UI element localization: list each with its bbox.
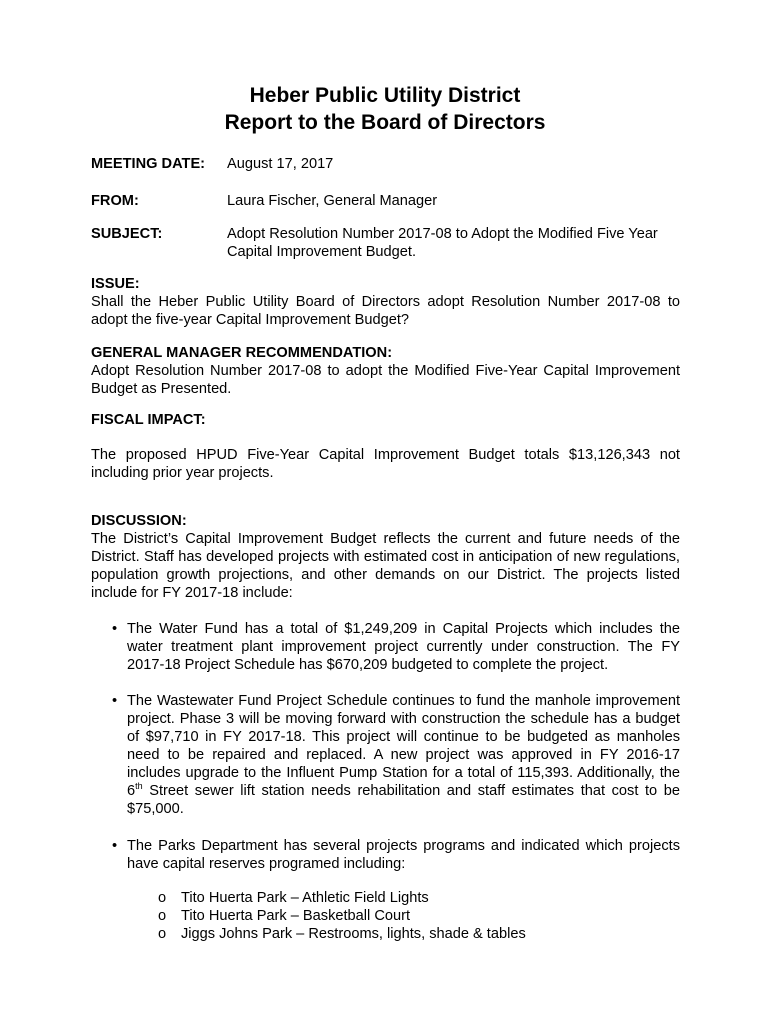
- fiscal-impact-section: [91, 411, 680, 482]
- issue-heading: ISSUE:: [91, 276, 140, 292]
- bullet-symbol: •: [112, 621, 118, 637]
- parks-item-restrooms: Jiggs Johns Park – Restrooms, lights, shade & tables: [181, 926, 526, 942]
- document-subtitle: Report to the Board of Directors: [224, 111, 546, 134]
- from-value: Laura Fischer, General Manager: [227, 193, 438, 209]
- subject-value: Adopt Resolution Number 2017-08 to Adopt the Modified Five Year Capital Improvement Budget.: [227, 226, 658, 260]
- recommendation-section: [91, 344, 680, 398]
- fiscal-impact-text: The proposed HPUD Five-Year Capital Improvement Budget totals $13,126,343 not including prior year projects.: [91, 447, 680, 481]
- discussion-section: [91, 512, 680, 602]
- water-fund-bullet: [112, 620, 680, 674]
- sub-bullet-symbol: o: [158, 890, 167, 906]
- issue-section: [91, 275, 680, 329]
- discussion-text: The District’s Capital Improvement Budget reflects the current and future needs of the District. Staff has developed projects with estimated cost in anticipation of new regulations, population growth projections, and other demands on our District. The projects listed include for FY 2017-18 include:: [91, 531, 680, 601]
- document-title: Heber Public Utility District: [249, 84, 521, 107]
- parks-department-text: The Parks Department has several projects programs and indicated which projects have capital reserves programed including:: [127, 838, 680, 872]
- subject-label: SUBJECT:: [91, 226, 163, 242]
- from-label: FROM:: [91, 193, 139, 209]
- meeting-date-label: MEETING DATE:: [91, 156, 206, 172]
- fiscal-impact-heading: FISCAL IMPACT:: [91, 412, 206, 428]
- meeting-date-value: August 17, 2017: [227, 156, 334, 172]
- wastewater-text-part2: Street sewer lift station needs rehabilitation and staff estimates that cost to be $75,000.: [127, 783, 680, 817]
- ordinal-suffix: th: [135, 781, 143, 792]
- parks-department-bullet: [112, 837, 680, 873]
- discussion-heading: DISCUSSION:: [91, 513, 187, 529]
- wastewater-fund-bullet: [112, 692, 680, 818]
- wastewater-fund-text: [127, 692, 680, 818]
- recommendation-text: Adopt Resolution Number 2017-08 to adopt the Modified Five-Year Capital Improvement Budget as Presented.: [91, 363, 680, 397]
- bullet-symbol: •: [112, 838, 118, 854]
- sub-bullet-symbol: o: [158, 926, 167, 942]
- parks-item-athletic-field-lights: Tito Huerta Park – Athletic Field Lights: [181, 890, 429, 906]
- parks-item-basketball-court: Tito Huerta Park – Basketball Court: [181, 908, 411, 924]
- sub-bullet-symbol: o: [158, 908, 167, 924]
- water-fund-text: The Water Fund has a total of $1,249,209 in Capital Projects which includes the water treatment plant improvement project currently under construction. The FY 2017-18 Project Schedule has $670,209 budgeted to complete the project.: [127, 621, 680, 673]
- wastewater-text-part1: The Wastewater Fund Project Schedule continues to fund the manhole improvement project. Phase 3 will be moving forward with construction the schedule has a budget of $97,710 in FY 2017-18. This project will continue to be budgeted as manholes need to be repaired and replaced. A new project was approved in FY 2016-17 includes upgrade to the Influent Pump Station for a total of 115,393. Additionally, the 6: [127, 693, 680, 799]
- recommendation-heading: GENERAL MANAGER RECOMMENDATION:: [91, 345, 393, 361]
- issue-text: Shall the Heber Public Utility Board of Directors adopt Resolution Number 2017-08 to adopt the five-year Capital Improvement Budget?: [91, 294, 680, 328]
- bullet-symbol: •: [112, 693, 118, 709]
